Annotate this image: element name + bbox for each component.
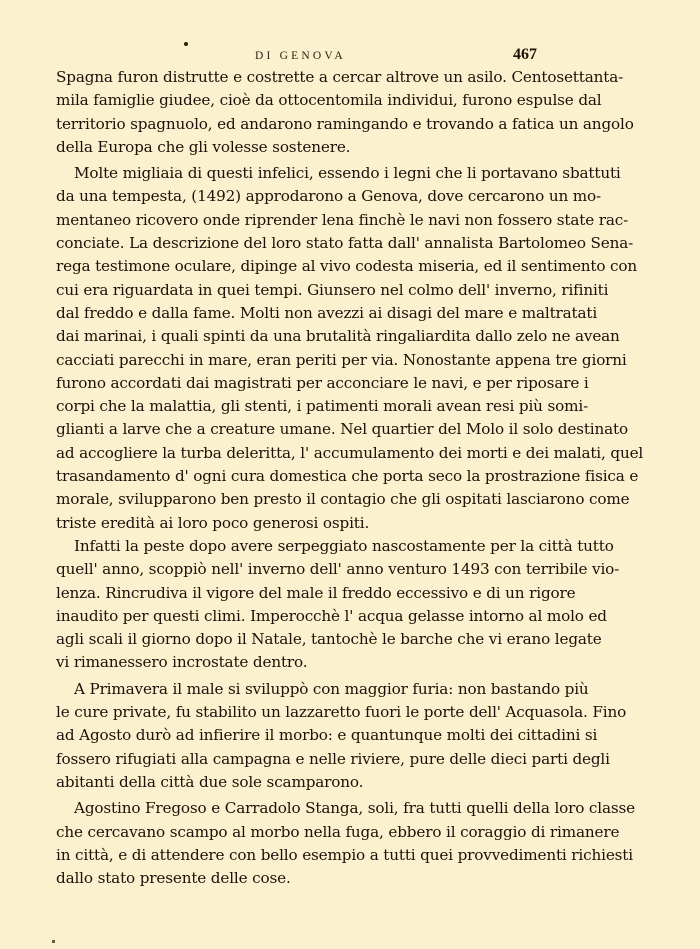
text-line: dallo stato presente delle cose. [56, 869, 291, 888]
text-line: furono accordati dai magistrati per acconciare le navi, e per riposare i [56, 373, 589, 392]
running-head: DI GENOVA [255, 50, 346, 62]
text-line: dal freddo e dalla fame. Molti non avezzi ai disagi del mare e maltratati [56, 303, 598, 322]
text-line: agli scali il giorno dopo il Natale, tantochè le barche che vi erano legate [56, 630, 602, 649]
page-number: 467 [513, 46, 537, 63]
text-line: dai marinai, i quali spinti da una brutalità ringaliardita dallo zelo ne avean [56, 327, 620, 346]
text-line: lenza. Rincrudiva il vigore del male il freddo eccessivo e di un rigore [56, 583, 576, 602]
text-line: che cercavano scampo al morbo nella fuga, ebbero il coraggio di rimanere [56, 822, 620, 841]
text-line: conciate. La descrizione del loro stato fatta dall' annalista Bartolomeo Sena- [56, 234, 634, 253]
text-line: cui era riguardata in quei tempi. Giunsero nel colmo dell' inverno, rifiniti [56, 280, 609, 299]
text-line: cacciati parecchi in mare, eran periti per via. Nonostante appena tre giorni [56, 350, 627, 369]
text-line: abitanti della città due sole scamparono. [56, 772, 364, 791]
text-line: Infatti la peste dopo avere serpeggiato nascostamente per la città tutto [74, 536, 614, 555]
body-text [56, 66, 644, 890]
paragraph-5 [56, 797, 636, 890]
text-line: della Europa che gli volesse sostenere. [56, 137, 351, 156]
text-line: mila famiglie giudee, cioè da ottocentomila individui, furono espulse dal [56, 91, 602, 110]
text-line: Spagna furon distrutte e costrette a cercar altrove un asilo. Centosettanta- [56, 68, 624, 86]
text-line: rega testimone oculare, dipinge al vivo codesta miseria, ed il sentimento con [56, 257, 638, 276]
text-line: Agostino Fregoso e Carradolo Stanga, soli, fra tutti quelli della loro classe [74, 799, 636, 818]
ink-speck [52, 940, 55, 943]
text-line: Molte migliaia di questi infelici, essendo i legni che li portavano sbattuti [74, 164, 621, 183]
text-line: inaudito per questi climi. Imperocchè l' acqua gelasse intorno al molo ed [56, 606, 607, 625]
paragraph-4 [56, 678, 627, 794]
text-line: A Primavera il male si sviluppò con maggior furia: non bastando più [74, 679, 589, 698]
text-line: ad accogliere la turba deleritta, l' accumulamento dei morti e dei malati, quel [56, 443, 644, 462]
text-line: ad Agosto durò ad infierire il morbo: e quantunque molti dei cittadini si [56, 726, 598, 745]
paragraph-3 [56, 535, 620, 675]
paragraph-2 [56, 162, 644, 535]
text-line: mentaneo ricovero onde riprender lena finchè le navi non fossero state rac- [56, 210, 629, 229]
text-line: fossero rifugiati alla campagna e nelle riviere, pure delle dieci parti degli [56, 749, 610, 768]
text-line: vi rimanessero incrostate dentro. [56, 653, 308, 672]
paragraph-1 [56, 66, 634, 159]
text-line: corpi che la malattia, gli stenti, i patimenti morali avean resi più somi- [56, 397, 589, 416]
text-line: glianti a larve che a creature umane. Nel quartier del Molo il solo destinato [56, 420, 628, 439]
text-line: in città, e di attendere con bello esempio a tutti quei provvedimenti richiesti [56, 845, 633, 864]
text-line: triste eredità ai loro poco generosi ospiti. [56, 513, 370, 532]
text-line: trasandamento d' ogni cura domestica che porta seco la prostrazione fisica e [56, 467, 639, 486]
text-line: territorio spagnuolo, ed andarono ramingando e trovando a fatica un angolo [56, 114, 634, 133]
text-line: quell' anno, scoppiò nell' inverno dell' anno venturo 1493 con terribile vio- [56, 560, 620, 579]
text-line: da una tempesta, (1492) approdarono a Genova, dove cercarono un mo- [56, 187, 601, 206]
ink-speck [184, 42, 188, 46]
text-line: le cure private, fu stabilito un lazzaretto fuori le porte dell' Acquasola. Fino [56, 703, 627, 722]
text-line: morale, svilupparono ben presto il contagio che gli ospitati lasciarono come [56, 490, 630, 509]
